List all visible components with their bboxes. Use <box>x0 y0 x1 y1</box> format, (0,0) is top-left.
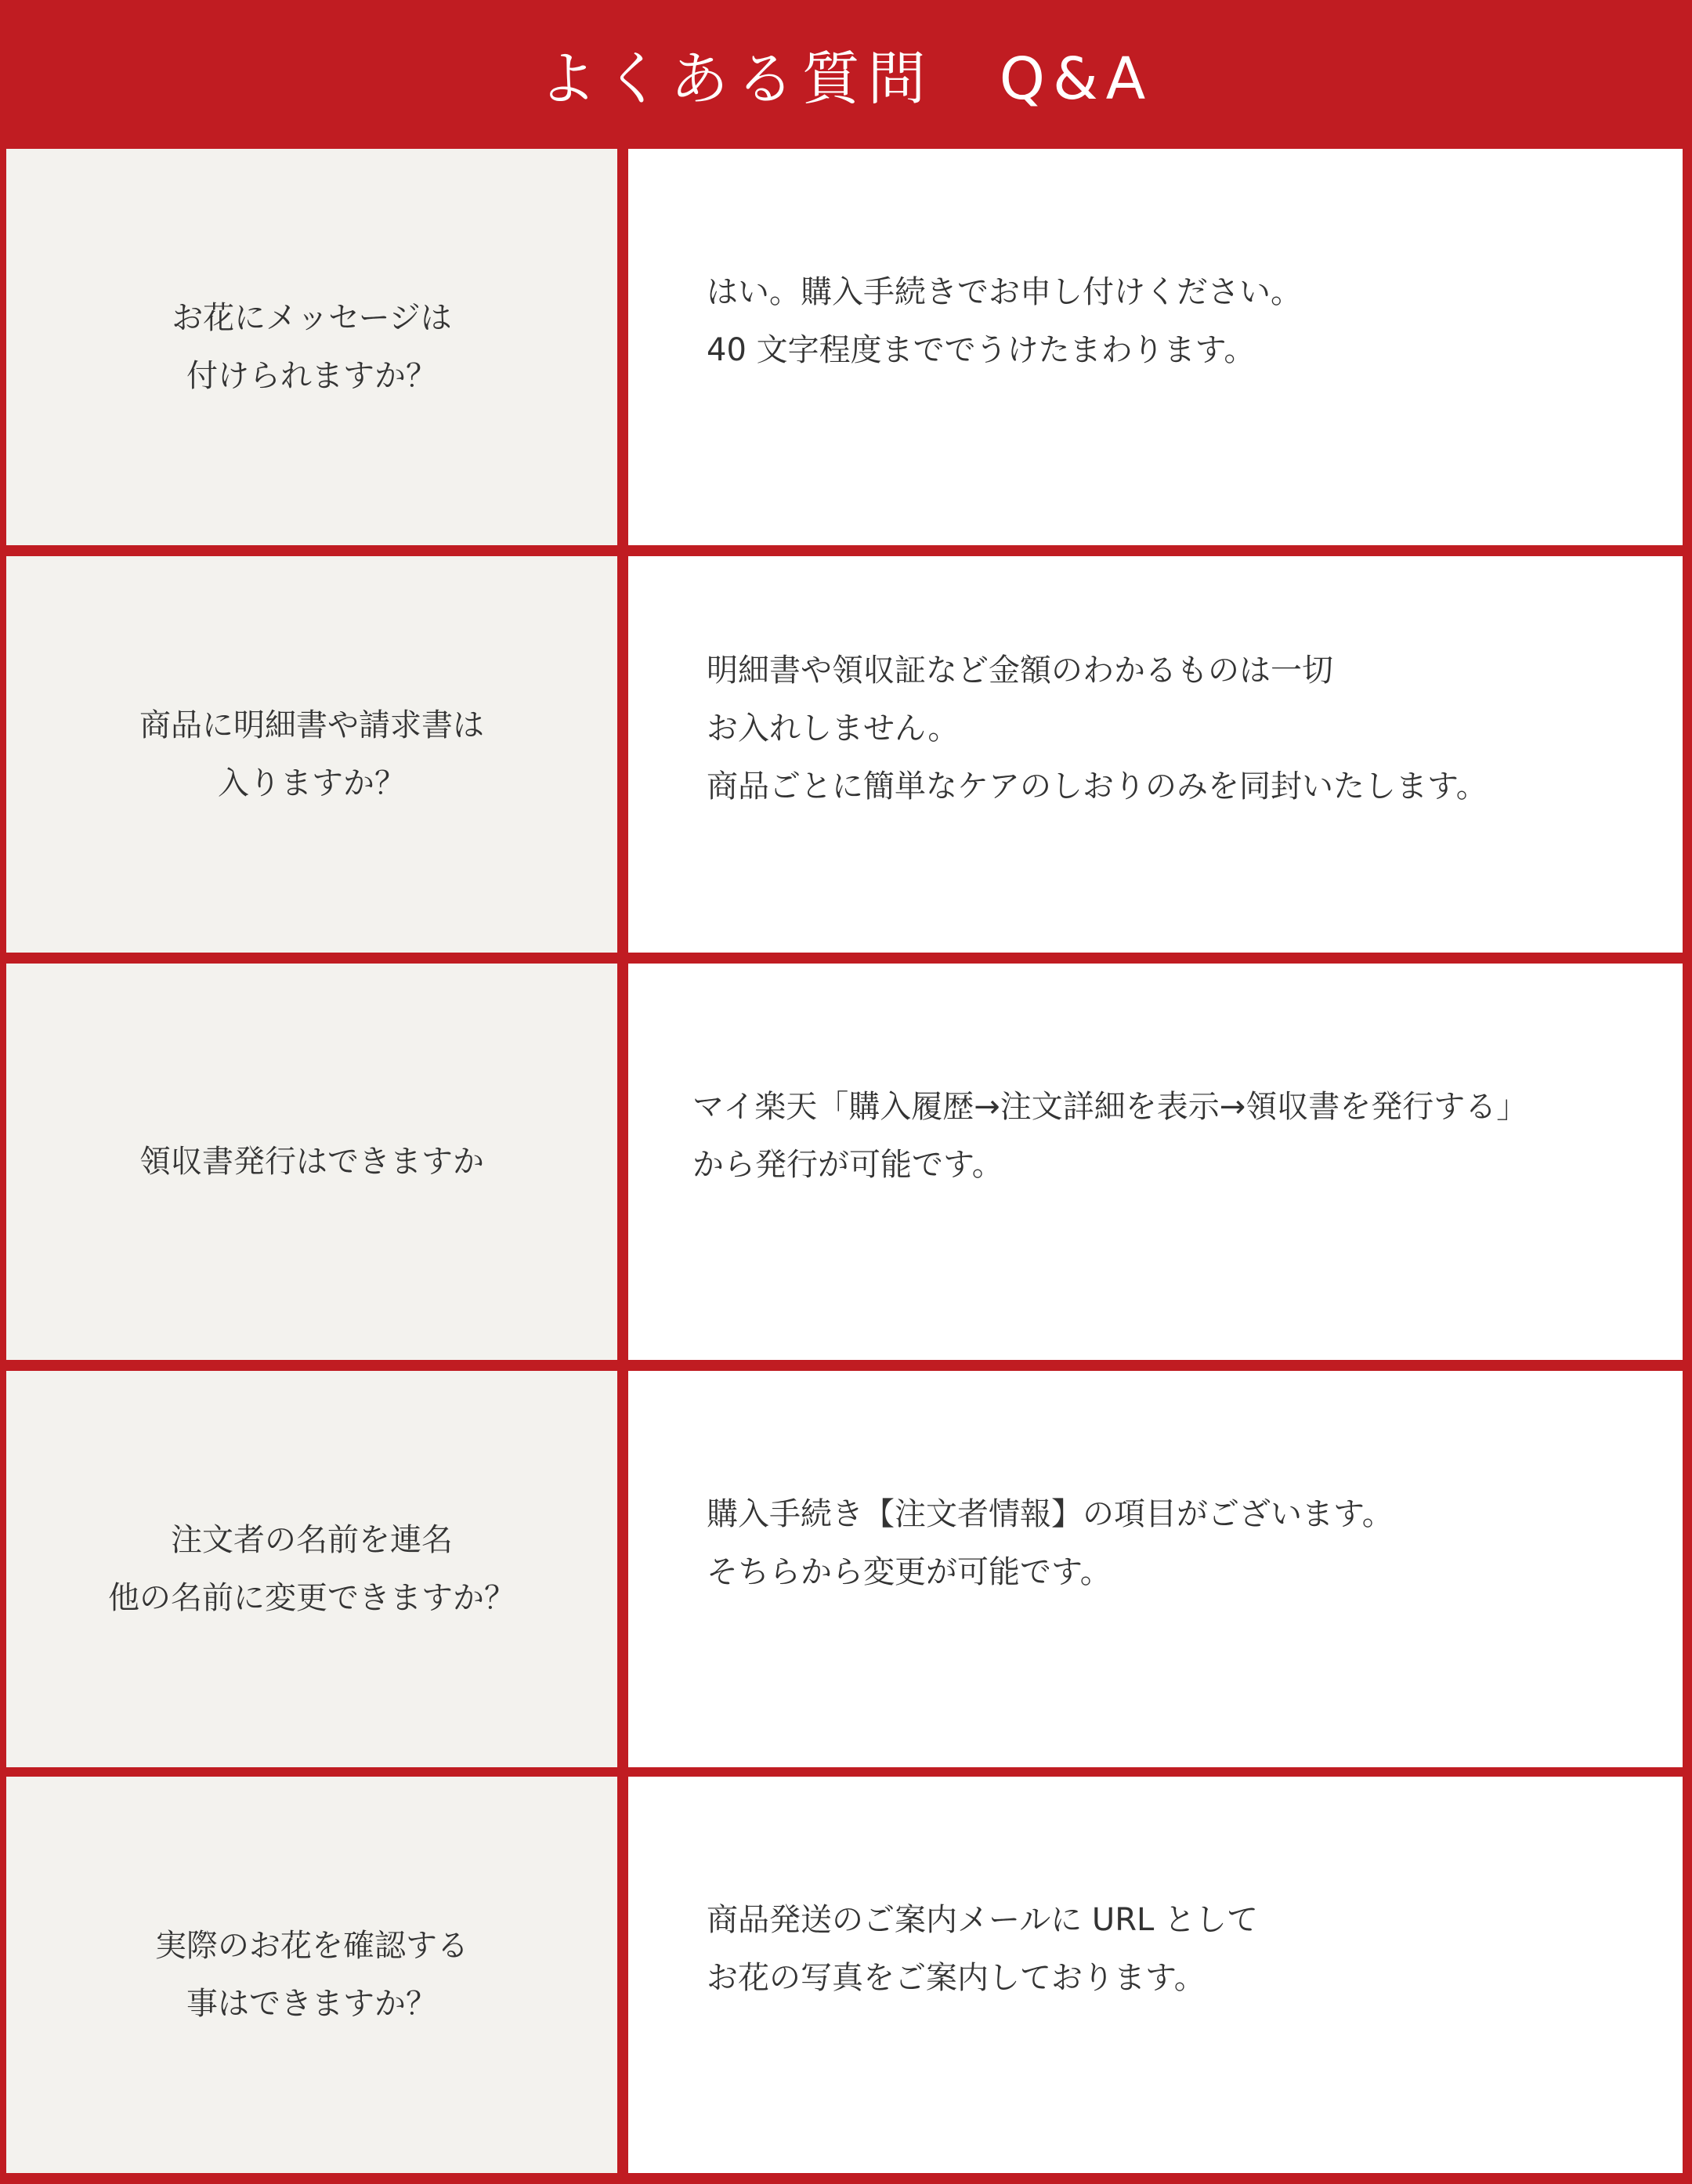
faq-row <box>0 149 1692 556</box>
faq-row <box>0 556 1692 964</box>
faq-table <box>0 149 1692 2184</box>
question-text: 商品に明細書や請求書は 入りますか？ <box>139 707 484 801</box>
answer-text: 商品発送のご案内メールに URL として お花の写真をご案内しております。 <box>707 1902 1258 1996</box>
answer-text: 購入手続き【注文者情報】の項目がございます。 そちらから変更が可能です。 <box>707 1496 1394 1590</box>
question-text: 注文者の名前を連名 他の名前に変更できますか？ <box>108 1522 515 1616</box>
answer-text: 明細書や領収証など金額のわかるものは一切 お入れしません。 商品ごとに簡単なケアのしおりのみを同封いたします。 <box>707 653 1488 805</box>
faq-row <box>0 964 1692 1371</box>
answer-cell <box>628 1371 1683 1767</box>
page-title: よくある質問 Q&A <box>538 45 1154 113</box>
question-text: 実際のお花を確認する 事はできますか？ <box>155 1928 468 2022</box>
answer-text: はい。購入手続きでお申し付けください。 40 文字程度まででうけたまわります。 <box>707 274 1302 368</box>
question-cell <box>6 1777 617 2173</box>
faq-header <box>0 0 1692 149</box>
answer-text: マイ楽天「購入履歴→注文詳細を表示→領収書を発行する」 から発行が可能です。 <box>692 1089 1528 1183</box>
question-text: お花にメッセージは 付けられますか？ <box>172 300 452 394</box>
answer-cell <box>628 964 1683 1360</box>
question-cell <box>6 1371 617 1767</box>
faq-row <box>0 1371 1692 1778</box>
question-cell <box>6 964 617 1360</box>
question-text: 領収書発行はできますか <box>139 1144 484 1180</box>
answer-cell <box>628 1777 1683 2173</box>
answer-cell <box>628 149 1683 545</box>
answer-cell <box>628 556 1683 953</box>
question-cell <box>6 149 617 545</box>
faq-row <box>0 1777 1692 2184</box>
question-cell <box>6 556 617 953</box>
